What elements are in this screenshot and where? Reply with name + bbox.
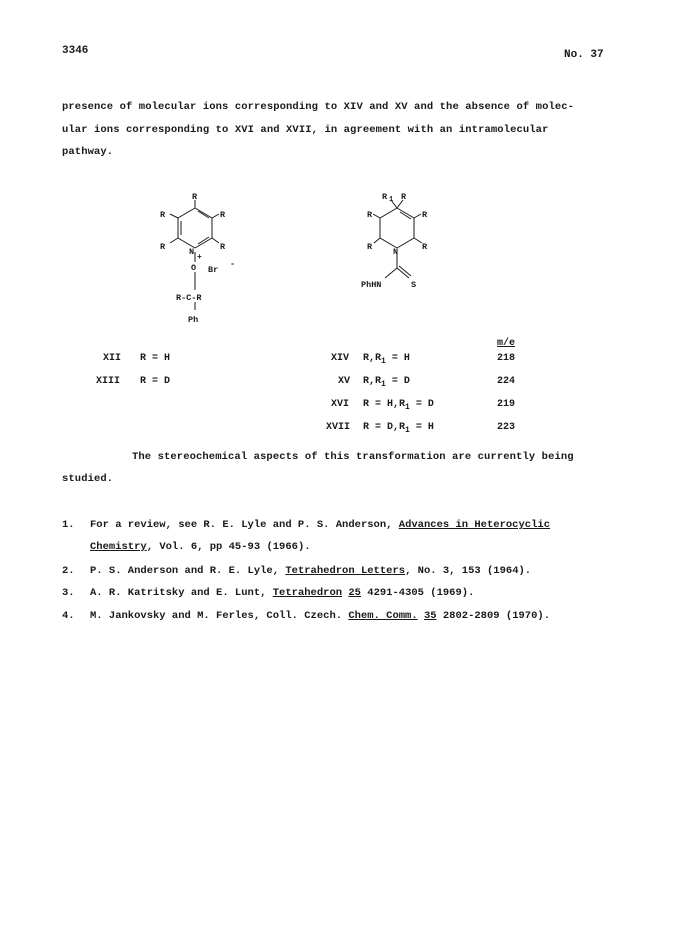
- oxygen-label: O: [191, 263, 197, 273]
- r-lower-left-label: R: [160, 242, 166, 252]
- r-upper-right-label-right: R: [422, 210, 428, 220]
- r-upper-left-label: R: [160, 210, 166, 220]
- r-lower-right-label: R: [220, 242, 226, 252]
- compound-xv-formula: $R,R_1 = D$: [363, 376, 410, 389]
- pyridinium-structure: [150, 190, 260, 330]
- reference-4-number: 4.: [62, 610, 75, 622]
- intro-line-1: presence of molecular ions corresponding to XIV and XV and the absence of molec-: [62, 101, 575, 113]
- compound-xiii-label: XIII: [96, 376, 121, 387]
- closing-line-1: The stereochemical aspects of this transformation are currently being: [132, 451, 574, 463]
- page-number: 3346: [62, 45, 89, 57]
- issue-number: No. 37: [564, 49, 604, 61]
- closing-line-2: studied.: [62, 473, 114, 485]
- compound-xvii-formula: $R = D,R_1 = H$: [363, 422, 434, 435]
- reference-4-journal: Chem. Comm.: [348, 610, 418, 622]
- compound-xii-formula: R = H: [140, 353, 171, 364]
- r-upper-left-label-right: R: [367, 210, 373, 220]
- compound-xiv-label: XIV: [331, 353, 350, 364]
- reference-2-journal: Tetrahedron Letters: [285, 565, 406, 577]
- bromide-label: Br: [208, 265, 219, 275]
- compound-xvii-label: XVII: [326, 422, 351, 433]
- compound-xiv-me: 218: [497, 353, 516, 364]
- phhn-label: PhHN: [361, 280, 382, 290]
- thiourea-structure: [345, 190, 455, 300]
- reference-1: For a review, see R. E. Lyle and P. S. Anderson, Advances in Heterocyclic: [90, 519, 550, 531]
- compound-xv-label: XV: [338, 376, 351, 387]
- reference-1-cont: Chemistry, Vol. 6, pp 45-93 (1966).: [90, 541, 311, 553]
- compound-xvii-me: 223: [497, 422, 516, 433]
- reference-3-journal: Tetrahedron: [272, 587, 343, 599]
- r-upper-right-label: R: [220, 210, 226, 220]
- reference-4: M. Jankovsky and M. Ferles, Coll. Czech. Chem. Comm. 35 2802-2809 (1970).: [90, 610, 550, 622]
- reference-2-number: 2.: [62, 565, 75, 577]
- reference-1-journal: Advances in Heterocyclic: [398, 519, 550, 531]
- compound-xii-label: XII: [103, 353, 122, 364]
- r-top-label-right: R: [401, 192, 407, 202]
- compound-xiii-formula: R = D: [140, 376, 171, 387]
- r1-subscript: 1: [389, 196, 394, 204]
- n-plus-label: N: [189, 247, 195, 257]
- n-label-right: N: [393, 247, 399, 257]
- r-top-label: R: [192, 192, 198, 202]
- compound-xvi-label: XVI: [331, 399, 350, 410]
- reference-3-number: 3.: [62, 587, 75, 599]
- compound-xvi-me: 219: [497, 399, 516, 410]
- intro-line-2: ular ions corresponding to XVI and XVII, in agreement with an intramolecular: [62, 124, 549, 136]
- r-lower-left-label-right: R: [367, 242, 373, 252]
- plus-charge: +: [197, 253, 202, 262]
- reference-3: A. R. Katritsky and E. Lunt, Tetrahedron 25 4291-4305 (1969).: [90, 587, 475, 599]
- sulfur-label: S: [411, 280, 417, 290]
- intro-line-3: pathway.: [62, 146, 114, 158]
- compound-xvi-formula: $R = H,R_1 = D$: [363, 399, 434, 412]
- me-header: m/e: [497, 338, 516, 349]
- minus-charge: -: [230, 259, 236, 269]
- r1-label: R: [382, 192, 388, 202]
- phenyl-label: Ph: [188, 315, 199, 325]
- reference-1-number: 1.: [62, 519, 75, 531]
- reference-2: P. S. Anderson and R. E. Lyle, Tetrahedron Letters, No. 3, 153 (1964).: [90, 565, 532, 577]
- compound-xiv-formula: $R,R_1 = H$: [363, 353, 410, 366]
- rcr-label: R-C-R: [176, 293, 202, 303]
- compound-xv-me: 224: [497, 376, 516, 387]
- r-lower-right-label-right: R: [422, 242, 428, 252]
